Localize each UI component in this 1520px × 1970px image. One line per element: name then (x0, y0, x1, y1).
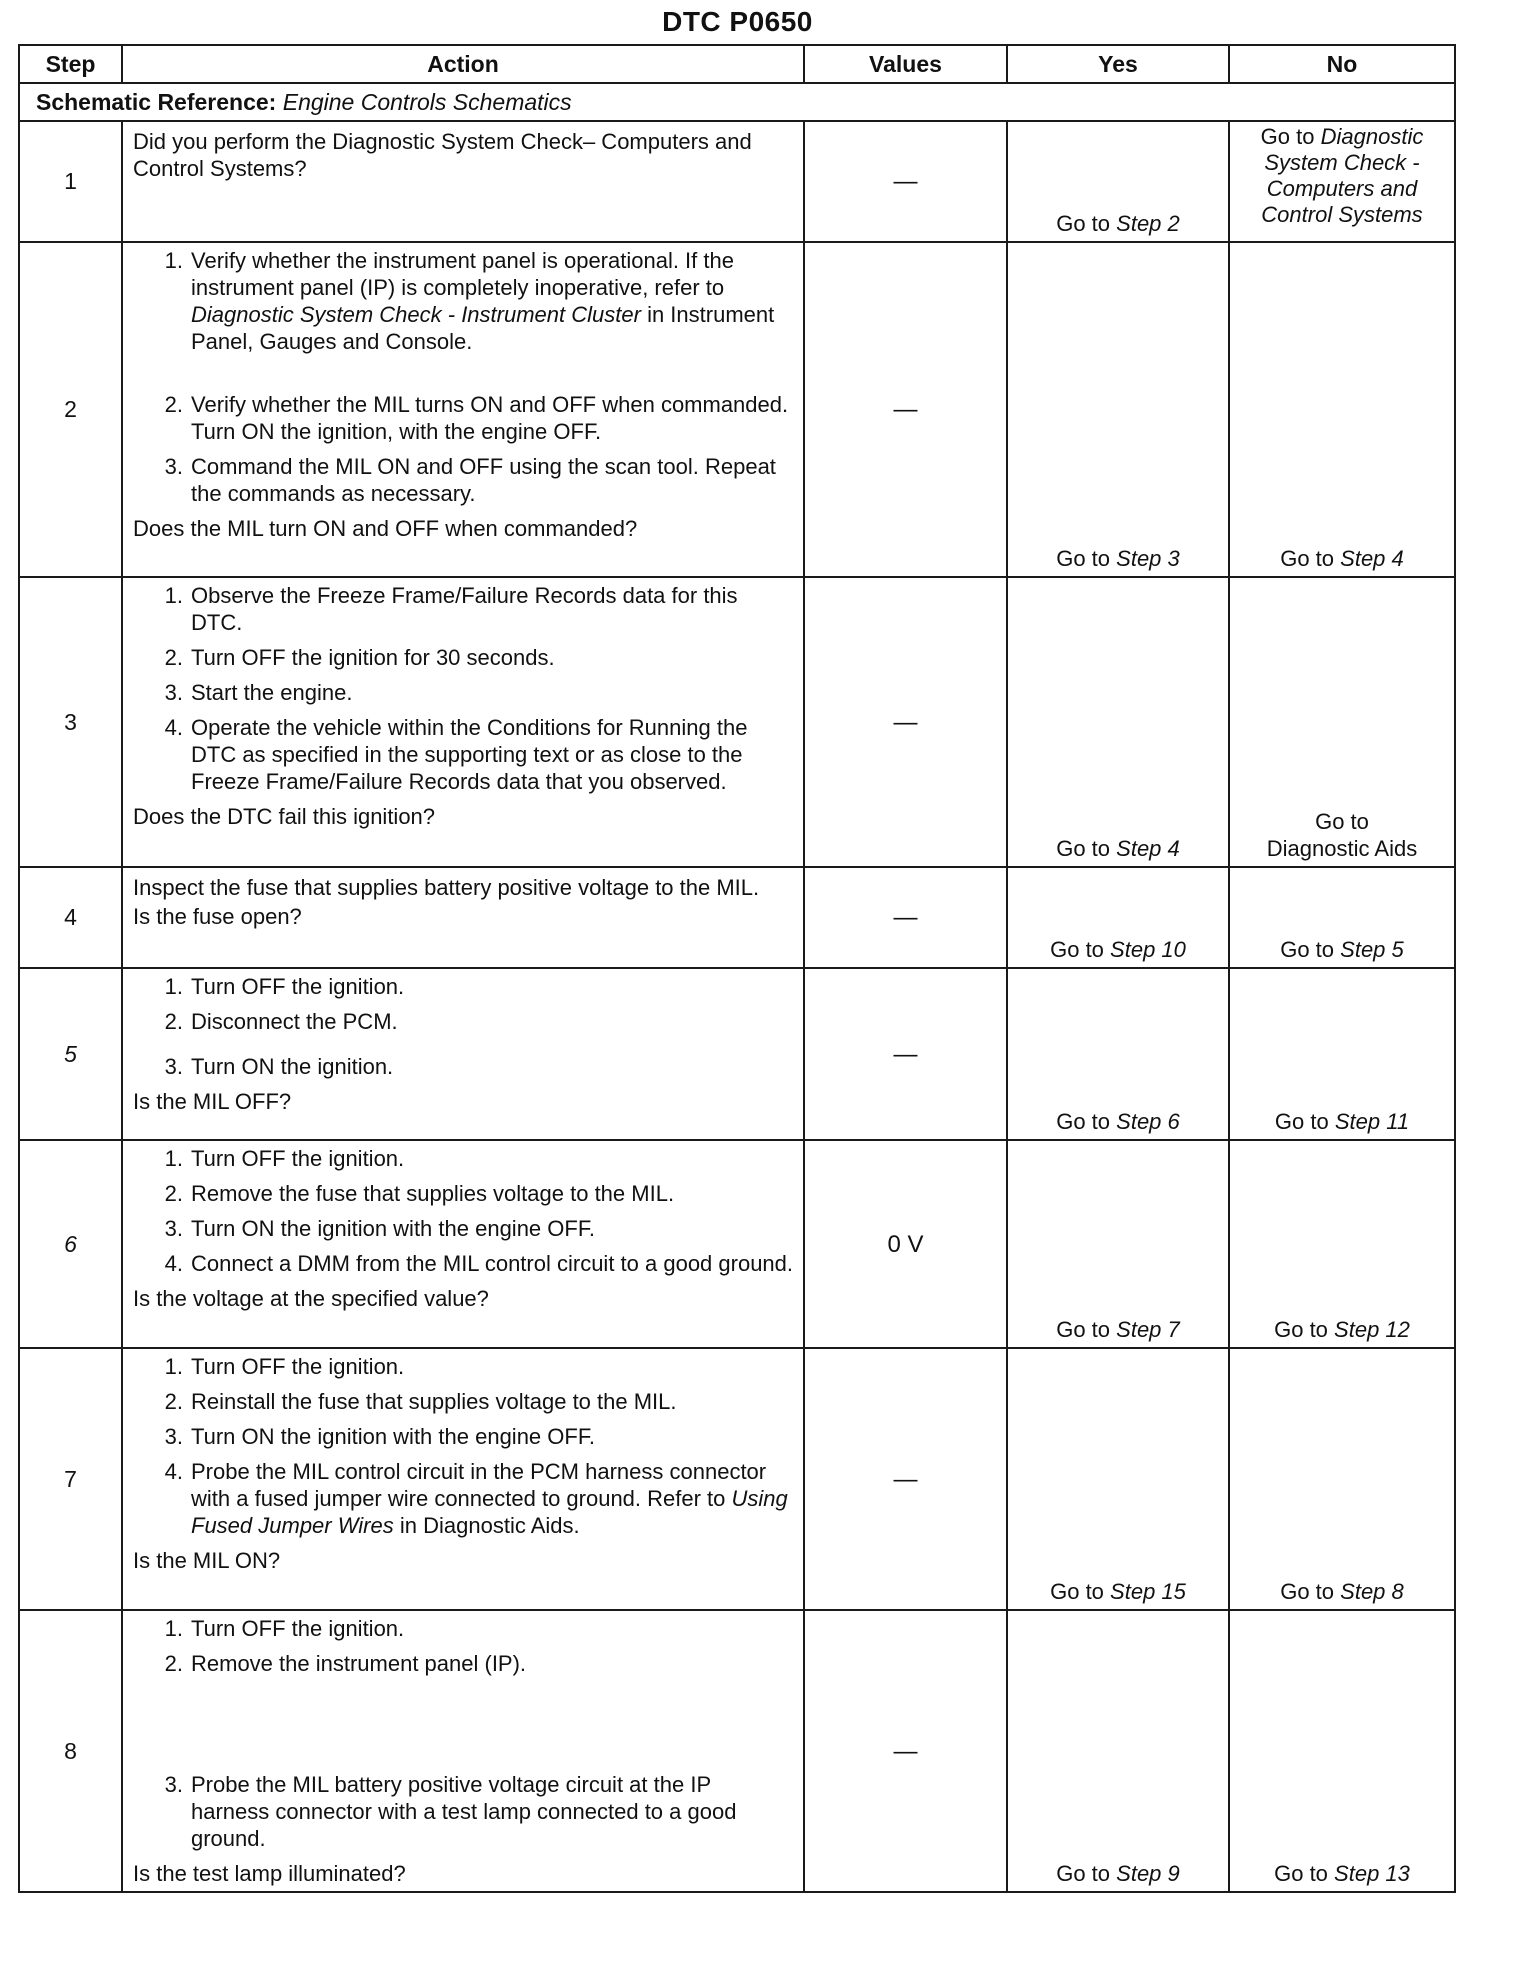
item-number: 2. (164, 1009, 183, 1034)
item-number: 2. (164, 1181, 183, 1206)
goto-link[interactable]: Computers and (1266, 176, 1418, 201)
list-item (133, 1353, 793, 1380)
question-text: Is the MIL OFF? (133, 1089, 292, 1114)
diagnostic-table (18, 44, 1456, 1893)
goto-prefix: Go to (1056, 1317, 1111, 1342)
goto-prefix: Go to (1274, 1861, 1328, 1886)
item-number: 3. (164, 1054, 183, 1079)
value-cell: — (804, 242, 1007, 577)
item-text: Reinstall the fuse that supplies voltage to the MIL. (191, 1389, 677, 1414)
action-cell (122, 1140, 804, 1348)
item-number: 1. (164, 974, 183, 999)
action-cell (122, 242, 804, 577)
header-action: Action (122, 45, 804, 83)
header-yes: Yes (1007, 45, 1229, 83)
page-title: DTC P0650 (662, 6, 813, 37)
item-number: 2. (164, 1389, 183, 1414)
no-cell (1229, 121, 1455, 242)
goto-link[interactable]: Step 4 (1340, 546, 1404, 571)
value-cell: 0 V (804, 1140, 1007, 1348)
value-cell: — (804, 1348, 1007, 1610)
goto-link[interactable]: Step 13 (1334, 1861, 1410, 1886)
item-number: 2. (164, 392, 183, 417)
yes-cell (1007, 121, 1229, 242)
question-text: Is the fuse open? (133, 904, 302, 929)
item-text: Turn ON the ignition with the engine OFF. (191, 1424, 595, 1449)
list-item (133, 973, 793, 1000)
goto-link[interactable]: Step 6 (1116, 1109, 1180, 1134)
schematic-reference (19, 83, 1455, 121)
schematic-link[interactable]: Engine Controls Schematics (282, 88, 572, 115)
table-row (19, 121, 1455, 242)
goto-link[interactable]: Step 4 (1116, 836, 1180, 861)
list-item (133, 391, 793, 445)
yes-cell (1007, 1348, 1229, 1610)
item-number: 2. (164, 1651, 183, 1676)
value-cell: — (804, 121, 1007, 242)
no-cell (1229, 242, 1455, 577)
item-text-part: in Instrument Panel, Gauges and Console. (191, 302, 775, 354)
action-cell (122, 867, 804, 968)
list-item (133, 1250, 793, 1277)
instruction-list (133, 1145, 793, 1277)
action-cell (122, 577, 804, 867)
yes-cell (1007, 1140, 1229, 1348)
yes-cell (1007, 577, 1229, 867)
table-row (19, 1140, 1455, 1348)
schematic-label: Schematic Reference: (36, 88, 277, 115)
item-text: Turn OFF the ignition. (191, 1354, 405, 1379)
goto-link[interactable]: Step 7 (1116, 1317, 1180, 1342)
goto-prefix: Go to (1280, 1579, 1335, 1604)
item-text (191, 247, 793, 355)
list-item (133, 679, 793, 706)
item-number: 1. (164, 248, 183, 273)
item-text-part: Probe the MIL control circuit in the PCM harness connector with a fused jumper wire connected to ground. Refer to (191, 1459, 767, 1511)
header-step: Step (19, 45, 122, 83)
value-cell: — (804, 1610, 1007, 1892)
goto-link[interactable]: Step 9 (1116, 1861, 1180, 1886)
action-cell (122, 968, 804, 1140)
reference-link[interactable]: Using Fused Jumper Wires (191, 1486, 788, 1538)
item-text: Turn OFF the ignition. (191, 974, 405, 999)
goto-prefix: Go to (1056, 546, 1111, 571)
goto-prefix: Go to (1056, 1109, 1111, 1134)
question-text: Is the MIL ON? (133, 1548, 281, 1573)
item-number: 1. (164, 1616, 183, 1641)
no-cell (1229, 577, 1455, 867)
goto-link[interactable]: Control Systems (1261, 202, 1423, 227)
item-text: Disconnect the PCM. (191, 1009, 398, 1034)
item-number: 2. (164, 645, 183, 670)
item-number: 3. (164, 454, 183, 479)
schematic-reference-row (19, 83, 1455, 121)
item-text: Turn OFF the ignition. (191, 1616, 405, 1641)
item-text: Remove the instrument panel (IP). (191, 1651, 527, 1676)
goto-link[interactable]: Step 2 (1116, 211, 1180, 236)
list-item (133, 1458, 793, 1539)
item-number: 4. (164, 1459, 183, 1484)
list-item (133, 714, 793, 795)
goto-link[interactable]: Step 12 (1334, 1317, 1410, 1342)
item-text: Operate the vehicle within the Conditions for Running the DTC as specified in the supporting text or as close to the Freeze Frame/Failure Records data that you observed. (191, 715, 748, 794)
list-item (133, 247, 793, 355)
instruction-list (133, 1615, 793, 1852)
no-cell (1229, 1140, 1455, 1348)
goto-link[interactable]: Diagnostic Aids (1266, 836, 1418, 861)
no-cell (1229, 1348, 1455, 1610)
goto-link[interactable]: System Check - (1264, 150, 1420, 175)
goto-link[interactable]: Diagnostic (1320, 124, 1424, 149)
item-text-part: Verify whether the instrument panel is operational. If the instrument panel (IP) is completely inoperative, refer to (191, 248, 734, 300)
value-cell: — (804, 577, 1007, 867)
yes-cell (1007, 242, 1229, 577)
instruction-list (133, 582, 793, 795)
no-cell (1229, 1610, 1455, 1892)
goto-prefix: Go to (1056, 1861, 1111, 1886)
value-cell: — (804, 867, 1007, 968)
step-number: 6 (19, 1140, 122, 1348)
list-item (133, 1180, 793, 1207)
goto-prefix: Go to (1315, 809, 1369, 834)
table-row (19, 867, 1455, 968)
item-text: Turn ON the ignition. (191, 1054, 394, 1079)
item-text: Turn ON the ignition with the engine OFF. (191, 1216, 595, 1241)
goto-link[interactable]: Step 8 (1340, 1579, 1404, 1604)
goto-link[interactable]: Step 15 (1110, 1579, 1186, 1604)
goto-prefix: Go to (1274, 1109, 1329, 1134)
table-row (19, 1348, 1455, 1610)
step-number: 4 (19, 867, 122, 968)
instruction-list (133, 247, 793, 507)
question-text: Does the MIL turn ON and OFF when commanded? (133, 516, 638, 541)
goto-line (1231, 124, 1453, 150)
item-number: 4. (164, 715, 183, 740)
goto-prefix: Go to (1056, 836, 1111, 861)
table-row (19, 577, 1455, 867)
list-item (133, 1650, 793, 1677)
table-row (19, 968, 1455, 1140)
list-item (133, 582, 793, 636)
item-number: 3. (164, 680, 183, 705)
goto-link[interactable]: Step 11 (1334, 1109, 1410, 1134)
item-text-part: in Diagnostic Aids. (399, 1513, 580, 1538)
item-text: Connect a DMM from the MIL control circuit to a good ground. (191, 1251, 794, 1276)
no-cell (1229, 968, 1455, 1140)
item-text: Remove the fuse that supplies voltage to the MIL. (191, 1181, 675, 1206)
action-cell (122, 1348, 804, 1610)
instruction-list (133, 1353, 793, 1539)
action-text: Did you perform the Diagnostic System Check– Computers and Control Systems? (133, 129, 752, 181)
step-number: 1 (19, 121, 122, 242)
action-cell (122, 1610, 804, 1892)
item-number: 3. (164, 1216, 183, 1241)
item-number: 1. (164, 583, 183, 608)
item-number: 3. (164, 1424, 183, 1449)
action-cell (122, 121, 804, 242)
yes-cell (1007, 1610, 1229, 1892)
step-number: 2 (19, 242, 122, 577)
goto-link[interactable]: Step 10 (1110, 937, 1186, 962)
question-text: Is the voltage at the specified value? (133, 1286, 489, 1311)
header-values: Values (804, 45, 1007, 83)
item-text: Probe the MIL battery positive voltage circuit at the IP harness connector with a test lamp connected to a good ground. (191, 1772, 737, 1851)
list-item (133, 453, 793, 507)
question-text: Is the test lamp illuminated? (133, 1861, 406, 1886)
header-row (19, 45, 1455, 83)
no-cell (1229, 867, 1455, 968)
yes-cell (1007, 968, 1229, 1140)
item-text: Turn OFF the ignition. (191, 1146, 405, 1171)
list-item (133, 1423, 793, 1450)
list-item (133, 1008, 793, 1035)
goto-prefix: Go to (1050, 1579, 1104, 1604)
goto-prefix: Go to (1260, 124, 1315, 149)
list-item (133, 1615, 793, 1642)
question-text: Does the DTC fail this ignition? (133, 804, 436, 829)
table-row (19, 1610, 1455, 1892)
yes-cell (1007, 867, 1229, 968)
step-number: 5 (19, 968, 122, 1140)
list-item (133, 1053, 793, 1080)
goto-link[interactable]: Step 3 (1116, 546, 1180, 571)
list-item (133, 1145, 793, 1172)
list-item (133, 1215, 793, 1242)
goto-link[interactable]: Step 5 (1340, 937, 1404, 962)
goto-prefix: Go to (1056, 211, 1111, 236)
action-text: Inspect the fuse that supplies battery positive voltage to the MIL. (133, 875, 760, 900)
instruction-list (133, 973, 793, 1080)
step-number: 7 (19, 1348, 122, 1610)
header-no: No (1229, 45, 1455, 83)
value-cell: — (804, 968, 1007, 1140)
goto-prefix: Go to (1274, 1317, 1328, 1342)
item-text: Turn OFF the ignition for 30 seconds. (191, 645, 555, 670)
item-text: Start the engine. (191, 680, 353, 705)
step-number: 3 (19, 577, 122, 867)
table-row (19, 242, 1455, 577)
item-number: 1. (164, 1146, 183, 1171)
goto-prefix: Go to (1050, 937, 1104, 962)
step-number: 8 (19, 1610, 122, 1892)
item-number: 1. (164, 1354, 183, 1379)
item-text: Command the MIL ON and OFF using the scan tool. Repeat the commands as necessary. (191, 454, 776, 506)
goto-prefix: Go to (1280, 546, 1335, 571)
goto-prefix: Go to (1280, 937, 1335, 962)
list-item (133, 1388, 793, 1415)
list-item (133, 644, 793, 671)
item-text: Observe the Freeze Frame/Failure Records data for this DTC. (191, 583, 738, 635)
item-text (191, 1458, 793, 1539)
item-text: Verify whether the MIL turns ON and OFF when commanded. Turn ON the ignition, with the engine OFF. (191, 392, 789, 444)
reference-link[interactable]: Diagnostic System Check - Instrument Cluster (191, 302, 641, 327)
list-item (133, 1771, 793, 1852)
item-number: 3. (164, 1772, 183, 1797)
item-number: 4. (164, 1251, 183, 1276)
